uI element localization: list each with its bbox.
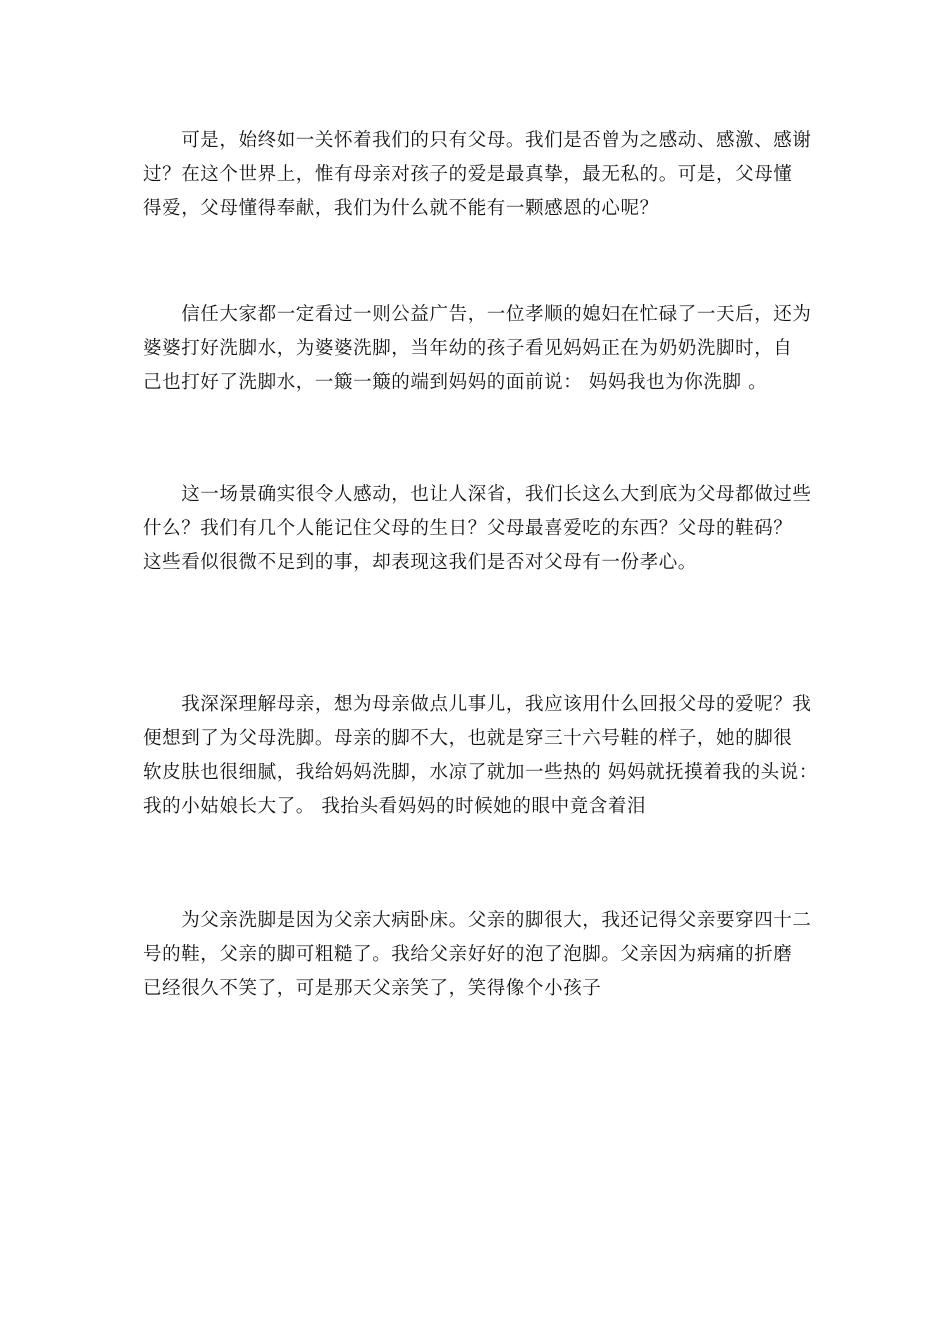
text-line: 已经很久不笑了，可是那天父亲笑了，笑得像个小孩子	[143, 978, 602, 999]
text-line: 号的鞋，父亲的脚可粗糙了。我给父亲好好的泡了泡脚。父亲因为病痛的折磨	[143, 944, 793, 965]
paragraph-washing-mother-feet	[143, 688, 823, 824]
text-line: 婆婆打好洗脚水，为婆婆洗脚，当年幼的孩子看见妈妈正在为奶奶洗脚时，自	[143, 338, 793, 359]
text-line: 这些看似很微不足到的事，却表现这我们是否对父母有一份孝心。	[143, 552, 697, 573]
text-line: 这一场景确实很令人感动，也让人深省，我们长这么大到底为父母都做过些	[143, 484, 812, 505]
text-line: 己也打好了洗脚水，一簸一簸的端到妈妈的面前说： 妈妈我也为你洗脚 。	[143, 372, 768, 393]
text-line: 过？在这个世界上，惟有母亲对孩子的爱是最真挚，最无私的。可是，父母懂	[143, 164, 793, 185]
text-line: 我深深理解母亲，想为母亲做点儿事儿，我应该用什么回报父母的爱呢？我	[143, 694, 812, 715]
text-line: 软皮肤也很细腻，我给妈妈洗脚，水凉了就加一些热的 妈妈就抚摸着我的头说：	[143, 762, 818, 783]
text-line: 便想到了为父母洗脚。母亲的脚不大，也就是穿三十六号鞋的样子，她的脚很	[143, 728, 793, 749]
text-line: 为父亲洗脚是因为父亲大病卧床。父亲的脚很大，我还记得父亲要穿四十二	[143, 910, 812, 931]
text-line: 可是，始终如一关怀着我们的只有父母。我们是否曾为之感动、感激、感谢	[143, 130, 812, 151]
paragraph-washing-father-feet	[143, 904, 823, 1006]
paragraph-gratitude-intro	[143, 124, 823, 226]
text-line: 得爱，父母懂得奉献，我们为什么就不能有一颗感恩的心呢？	[143, 198, 659, 219]
text-line: 什么？我们有几个人能记住父母的生日？父母最喜爱吃的东西？父母的鞋码？	[143, 518, 793, 539]
paragraph-reflection	[143, 478, 823, 580]
text-line: 信任大家都一定看过一则公益广告，一位孝顺的媳妇在忙碌了一天后，还为	[143, 304, 812, 325]
text-line: 我的小姑娘长大了。 我抬头看妈妈的时候她的眼中竟含着泪	[143, 796, 647, 817]
paragraph-public-ad	[143, 298, 823, 400]
